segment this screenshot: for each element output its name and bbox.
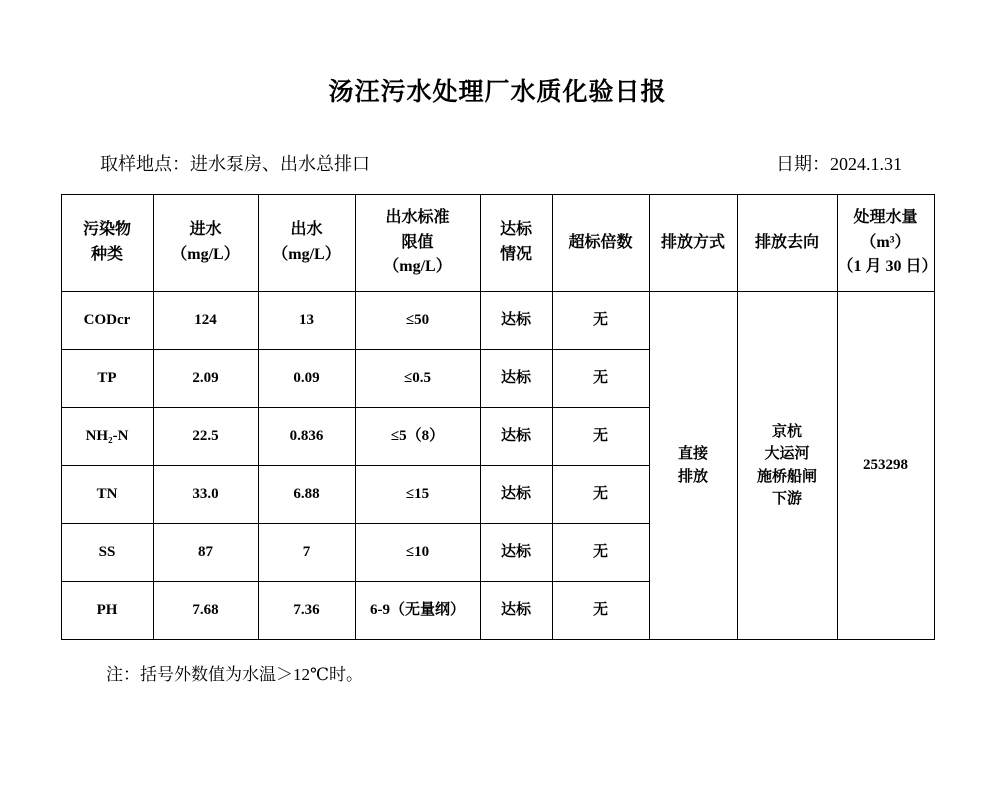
col-header-compliance <box>480 195 552 292</box>
col-header-pollutant-line1: 污染物 <box>82 221 131 239</box>
cell-discharge-destination <box>737 292 837 640</box>
col-header-compliance-line2: 情况 <box>499 246 532 263</box>
cell-compliance: 达标 <box>480 350 552 408</box>
col-header-compliance-line1: 达标 <box>499 221 532 239</box>
discharge-method-line2: 排放 <box>677 468 708 485</box>
cell-exceed: 无 <box>552 582 649 640</box>
col-header-exceed-line1: 超标倍数 <box>568 233 633 251</box>
col-header-standard-line2: 限值 <box>401 233 434 251</box>
cell-compliance: 达标 <box>480 466 552 524</box>
col-header-standard-limit <box>355 195 480 292</box>
cell-pollutant: PH <box>61 582 153 640</box>
cell-compliance: 达标 <box>480 582 552 640</box>
cell-pollutant: TP <box>61 350 153 408</box>
cell-inflow: 7.68 <box>153 582 258 640</box>
col-header-treated-volume-line2: （m³） <box>860 233 911 251</box>
col-header-discharge-method <box>649 195 737 292</box>
col-header-inflow <box>153 195 258 292</box>
cell-inflow: 33.0 <box>153 466 258 524</box>
col-header-treated-volume-line3: （1 月 30 日） <box>837 258 938 276</box>
discharge-destination-line3: 施桥船闸 <box>756 468 817 485</box>
cell-inflow: 124 <box>153 292 258 350</box>
water-quality-table <box>61 194 938 640</box>
discharge-destination-line2: 大运河 <box>764 446 810 462</box>
table-header-row <box>61 195 934 292</box>
cell-exceed: 无 <box>552 350 649 408</box>
col-header-outflow <box>258 195 355 292</box>
cell-outflow: 7 <box>258 524 355 582</box>
cell-standard: ≤10 <box>355 524 480 582</box>
cell-inflow: 22.5 <box>153 408 258 466</box>
cell-compliance: 达标 <box>480 524 552 582</box>
cell-compliance: 达标 <box>480 292 552 350</box>
col-header-discharge-destination-line1: 排放去向 <box>754 233 819 251</box>
cell-standard: ≤0.5 <box>355 350 480 408</box>
cell-outflow: 7.36 <box>258 582 355 640</box>
page-title: 汤汪污水处理厂水质化验日报 <box>328 79 667 106</box>
cell-outflow: 6.88 <box>258 466 355 524</box>
cell-exceed: 无 <box>552 524 649 582</box>
col-header-standard-line3: （mg/L） <box>383 258 452 276</box>
col-header-treated-volume-line1: 处理水量 <box>853 208 918 226</box>
discharge-destination-line1: 京杭 <box>771 423 802 440</box>
document-page <box>0 72 995 799</box>
cell-pollutant: CODcr <box>61 292 153 350</box>
cell-treated-volume: 253298 <box>837 292 934 640</box>
cell-pollutant: NH₂-N <box>61 408 153 466</box>
cell-outflow: 13 <box>258 292 355 350</box>
col-header-pollutant <box>61 195 153 292</box>
cell-pollutant: SS <box>61 524 153 582</box>
cell-exceed: 无 <box>552 408 649 466</box>
col-header-pollutant-line2: 种类 <box>90 246 123 263</box>
cell-discharge-method <box>649 292 737 640</box>
report-date: 日期：2024.1.31 <box>776 154 902 174</box>
col-header-standard-line1: 出水标准 <box>385 208 450 226</box>
table-row <box>61 292 934 350</box>
cell-inflow: 87 <box>153 524 258 582</box>
cell-exceed: 无 <box>552 466 649 524</box>
cell-inflow: 2.09 <box>153 350 258 408</box>
cell-outflow: 0.09 <box>258 350 355 408</box>
cell-standard: ≤50 <box>355 292 480 350</box>
cell-standard: ≤5（8） <box>355 408 480 466</box>
discharge-destination-line4: 下游 <box>771 491 802 507</box>
cell-compliance: 达标 <box>480 408 552 466</box>
col-header-outflow-line2: （mg/L） <box>272 246 341 263</box>
cell-pollutant: TN <box>61 466 153 524</box>
col-header-discharge-destination <box>737 195 837 292</box>
cell-outflow: 0.836 <box>258 408 355 466</box>
col-header-exceed-multiple <box>552 195 649 292</box>
col-header-outflow-line1: 出水 <box>290 221 323 239</box>
document-meta <box>0 150 995 176</box>
cell-standard: 6-9（无量纲） <box>355 582 480 640</box>
sampling-location: 取样地点：进水泵房、出水总排口 <box>100 154 370 174</box>
col-header-discharge-method-line1: 排放方式 <box>660 233 725 251</box>
cell-exceed: 无 <box>552 292 649 350</box>
col-header-treated-volume <box>837 195 938 292</box>
footnote: 注：括号外数值为水温＞12℃时。 <box>106 665 364 684</box>
col-header-inflow-line1: 进水 <box>189 221 222 239</box>
col-header-inflow-line2: （mg/L） <box>171 246 240 263</box>
discharge-method-line1: 直接 <box>677 446 708 462</box>
cell-standard: ≤15 <box>355 466 480 524</box>
